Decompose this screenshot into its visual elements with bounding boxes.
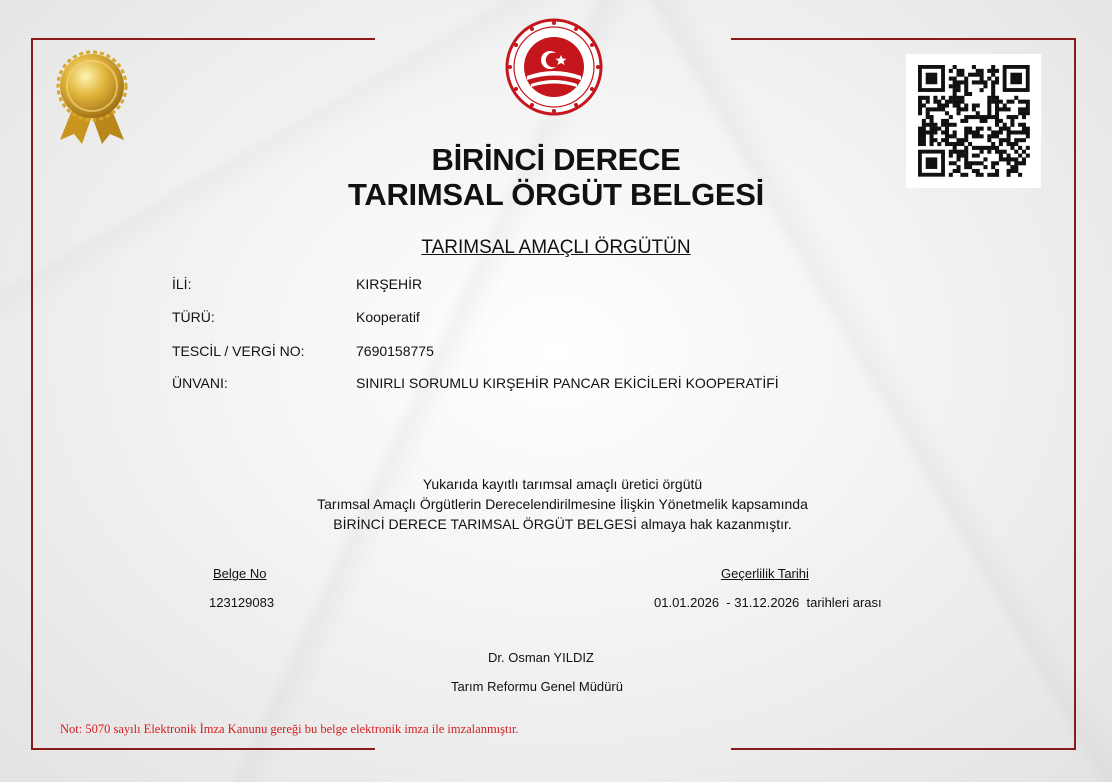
field-value-province: KIRŞEHİR xyxy=(356,276,423,292)
gold-medal-icon xyxy=(52,50,132,145)
section-subtitle: TARIMSAL AMAÇLI ÖRGÜTÜN xyxy=(421,237,691,258)
signatory-title: Tarım Reformu Genel Müdürü xyxy=(451,679,623,694)
field-label-province: İLİ: xyxy=(172,276,192,292)
field-value-registration-no: 7690158775 xyxy=(356,343,434,359)
field-label-title: ÜNVANI: xyxy=(172,375,228,391)
document-no-value: 123129083 xyxy=(209,595,275,610)
field-label-type: TÜRÜ: xyxy=(172,309,215,325)
body-line-3: BİRİNCİ DERECE TARIMSAL ÖRGÜT BELGESİ almaya hak kazanmıştır. xyxy=(333,516,792,532)
field-value-type: Kooperatif xyxy=(356,309,420,325)
certificate-title-line1: BİRİNCİ DERECE xyxy=(431,142,681,177)
body-line-1: Yukarıda kayıtlı tarımsal amaçlı üretici örgütü xyxy=(422,476,703,492)
validity-label: Geçerlilik Tarihi xyxy=(721,566,809,581)
document-no-label: Belge No xyxy=(213,566,267,581)
body-line-2: Tarımsal Amaçlı Örgütlerin Derecelendirilmesine İlişkin Yönetmelik kapsamında xyxy=(317,496,808,512)
field-label-registration-no: TESCİL / VERGİ NO: xyxy=(172,343,305,359)
field-value-title: SINIRLI SORUMLU KIRŞEHİR PANCAR EKİCİLERİ KOOPERATİFİ xyxy=(356,375,779,391)
signatory-name: Dr. Osman YILDIZ xyxy=(488,650,594,665)
ministry-seal-icon xyxy=(503,18,605,116)
certificate-title-line2: TARIMSAL ÖRGÜT BELGESİ xyxy=(348,177,764,212)
validity-value: 01.01.2026 - 31.12.2026 tarihleri arası xyxy=(654,595,882,610)
e-signature-note: Not: 5070 sayılı Elektronik İmza Kanunu gereği bu belge elektronik imza ile imzalanmıştır. xyxy=(60,722,519,736)
